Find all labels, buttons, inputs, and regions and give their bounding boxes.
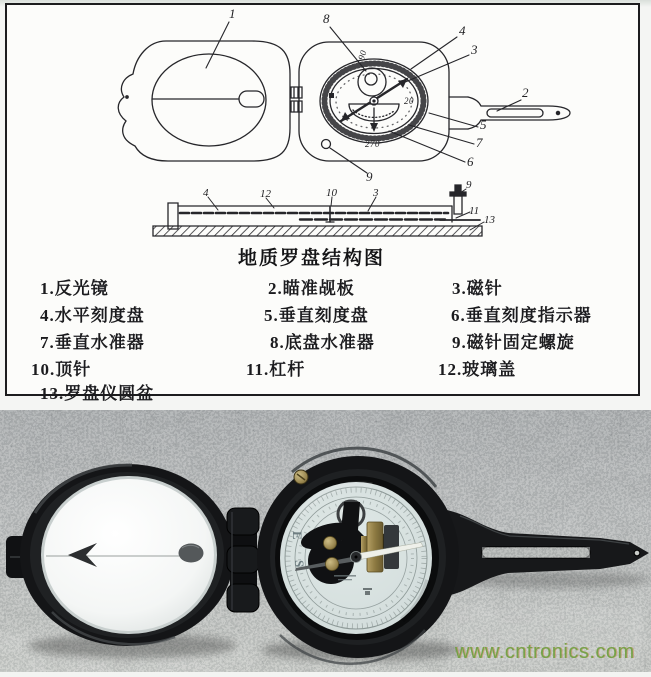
- mirror-lid-drawing: [118, 41, 290, 161]
- legend-item: 9.磁针固定螺旋: [452, 333, 575, 352]
- diagram-title: 地质罗盘结构图: [238, 248, 386, 269]
- callout-8: 8: [323, 11, 330, 26]
- brass-screw-1: [324, 537, 337, 550]
- side-callout-12: 12: [260, 188, 271, 200]
- dial-label-20: 20: [404, 96, 414, 106]
- legend-item: 11.杠杆: [246, 360, 306, 379]
- mirror-sight-hole: [179, 544, 204, 563]
- side-callout-3: 3: [373, 187, 379, 199]
- dial-letter-s: S: [292, 560, 307, 568]
- legend-item: 7.垂直水准器: [40, 333, 145, 352]
- callout-5: 5: [480, 117, 487, 132]
- legend-item: 1.反光镜: [40, 279, 109, 298]
- legend-item: 8.底盘水准器: [270, 333, 375, 352]
- callout-1: 1: [229, 6, 236, 21]
- clamp-screw-drawing: [322, 140, 331, 149]
- legend-item: 13.罗盘仪圆盆: [40, 384, 155, 403]
- round-level: [358, 68, 386, 96]
- side-callout-4: 4: [203, 187, 209, 199]
- line-drawing: [0, 0, 651, 245]
- callout-2: 2: [522, 85, 529, 100]
- callout-7: 7: [476, 135, 483, 150]
- arm-tip-hole: [634, 550, 640, 556]
- hinge-photo: [227, 508, 259, 612]
- legend-item: 6.垂直刻度指示器: [451, 306, 592, 325]
- dial-label-90: 90: [356, 48, 369, 62]
- side-callout-11: 11: [469, 205, 480, 217]
- dial-label-270: 270: [365, 139, 380, 149]
- dial-letter-e: E: [290, 531, 305, 540]
- callout-4: 4: [459, 23, 466, 38]
- callout-9: 9: [366, 169, 373, 184]
- legend-item: 4.水平刻度盘: [40, 306, 145, 325]
- side-callout-10: 10: [326, 187, 337, 199]
- photo-render: [0, 410, 651, 672]
- legend-item: 2.瞄准觇板: [268, 279, 355, 298]
- legend-item: 5.垂直刻度盘: [264, 306, 369, 325]
- compass-body-drawing: [299, 42, 449, 161]
- watermark: www.cntronics.com: [455, 641, 635, 663]
- compass-photo: [0, 410, 651, 672]
- callout-3: 3: [471, 42, 478, 57]
- legend-item: 10.顶针: [31, 360, 92, 379]
- sight-slot: [239, 91, 264, 107]
- side-callout-13: 13: [484, 214, 495, 226]
- legend-item: 3.磁针: [452, 279, 503, 298]
- callout-6: 6: [467, 154, 474, 169]
- hinge-drawing: [291, 87, 302, 112]
- brass-clamp: [361, 522, 399, 572]
- mirror-circle: [152, 54, 266, 146]
- brass-screw-2: [326, 558, 339, 571]
- legend-item: 12.玻璃盖: [438, 360, 517, 379]
- side-callout-9: 9: [466, 179, 472, 191]
